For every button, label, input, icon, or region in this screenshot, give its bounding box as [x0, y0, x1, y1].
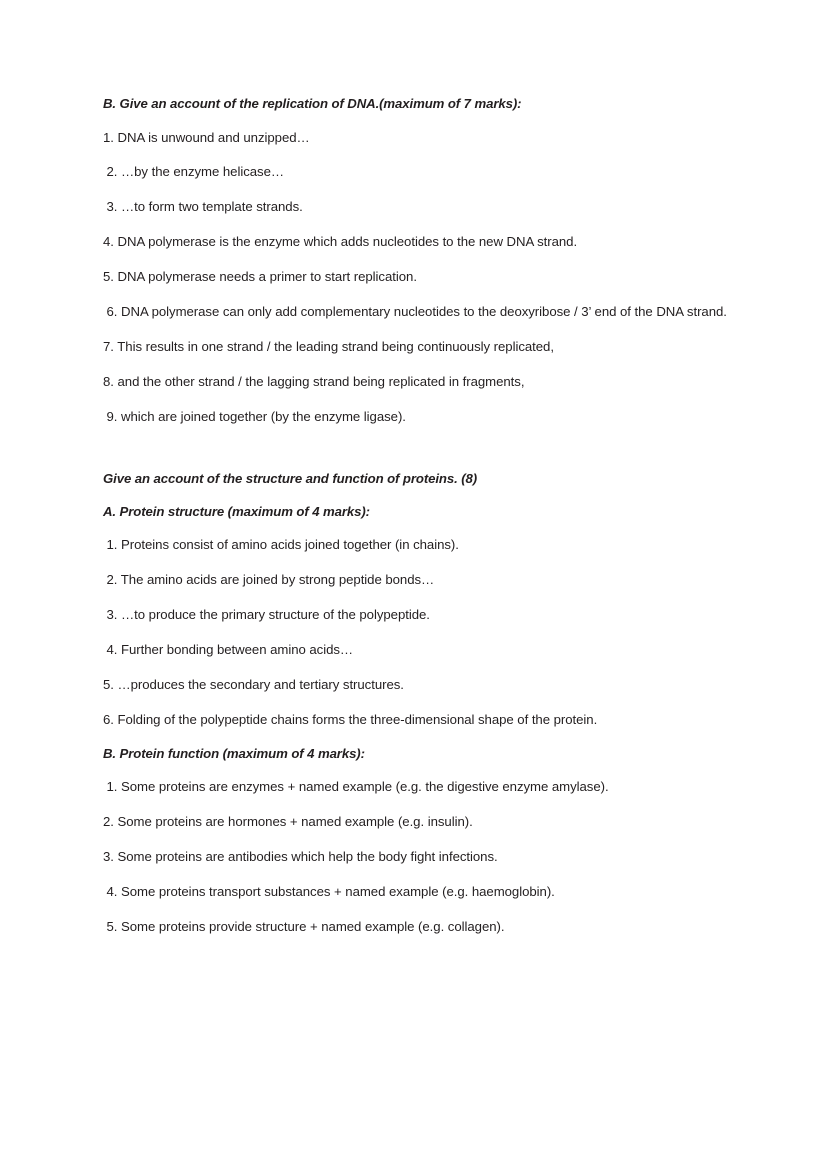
- spacer: [103, 831, 730, 849]
- spacer: [103, 251, 730, 269]
- list-item: 9. which are joined together (by the enzyme ligase).: [106, 408, 406, 424]
- list-item: 4. Further bonding between amino acids…: [106, 642, 354, 658]
- spacer: [103, 321, 730, 339]
- spacer: [103, 390, 730, 408]
- spacer: [103, 113, 730, 129]
- spacer: [103, 901, 730, 919]
- list-item: 6. DNA polymerase can only add complementary nucleotides to the deoxyribose / 3’ end of the DNA strand.: [106, 304, 727, 320]
- list-item: 6. Folding of the polypeptide chains forms the three-dimensional shape of the protein.: [103, 711, 598, 727]
- spacer: [103, 728, 730, 746]
- list-item: 7. This results in one strand / the leading strand being continuously replicated,: [103, 339, 554, 355]
- spacer: [103, 624, 730, 642]
- list-item: 3. …to produce the primary structure of the polypeptide.: [106, 607, 430, 623]
- subsection-heading-protein-function: B. Protein function (maximum of 4 marks):: [103, 745, 365, 761]
- list-item: 8. and the other strand / the lagging strand being replicated in fragments,: [103, 373, 525, 389]
- spacer: [103, 216, 730, 234]
- spacer: [103, 589, 730, 607]
- spacer: [103, 658, 730, 676]
- section-heading-proteins: Give an account of the structure and function of proteins. (8): [103, 471, 478, 487]
- spacer: [103, 762, 730, 778]
- spacer: [103, 181, 730, 199]
- spacer: [103, 554, 730, 572]
- list-item: 1. Proteins consist of amino acids joined together (in chains).: [106, 537, 459, 553]
- spacer: [103, 693, 730, 711]
- section-dna-replication: [103, 96, 730, 425]
- spacer: [103, 146, 730, 164]
- list-item: 5. …produces the secondary and tertiary structures.: [103, 676, 404, 692]
- spacer: [103, 355, 730, 373]
- list-item: 2. Some proteins are hormones + named example (e.g. insulin).: [103, 814, 473, 830]
- spacer: [103, 286, 730, 304]
- list-item: 3. …to form two template strands.: [106, 199, 303, 215]
- spacer: [103, 520, 730, 536]
- list-item: 5. DNA polymerase needs a primer to start replication.: [103, 269, 417, 285]
- subsection-heading-protein-structure: A. Protein structure (maximum of 4 marks):: [103, 503, 370, 519]
- document-body: [103, 96, 730, 935]
- list-item: 1. Some proteins are enzymes + named example (e.g. the digestive enzyme amylase).: [106, 779, 609, 795]
- list-item: 2. The amino acids are joined by strong peptide bonds…: [106, 572, 435, 588]
- section-proteins: [103, 471, 730, 935]
- list-item: 4. DNA polymerase is the enzyme which adds nucleotides to the new DNA strand.: [103, 234, 578, 250]
- list-item: 5. Some proteins provide structure + named example (e.g. collagen).: [106, 919, 505, 935]
- spacer: [103, 488, 730, 504]
- spacer: [103, 866, 730, 884]
- section-heading-dna-replication: B. Give an account of the replication of DNA.(maximum of 7 marks):: [103, 96, 522, 111]
- list-item: 1. DNA is unwound and unzipped…: [103, 129, 310, 145]
- list-item: 2. …by the enzyme helicase…: [106, 164, 284, 180]
- list-item: 3. Some proteins are antibodies which help the body fight infections.: [103, 849, 498, 865]
- spacer: [103, 796, 730, 814]
- section-spacer: [103, 425, 730, 471]
- list-item: 4. Some proteins transport substances + named example (e.g. haemoglobin).: [106, 884, 555, 900]
